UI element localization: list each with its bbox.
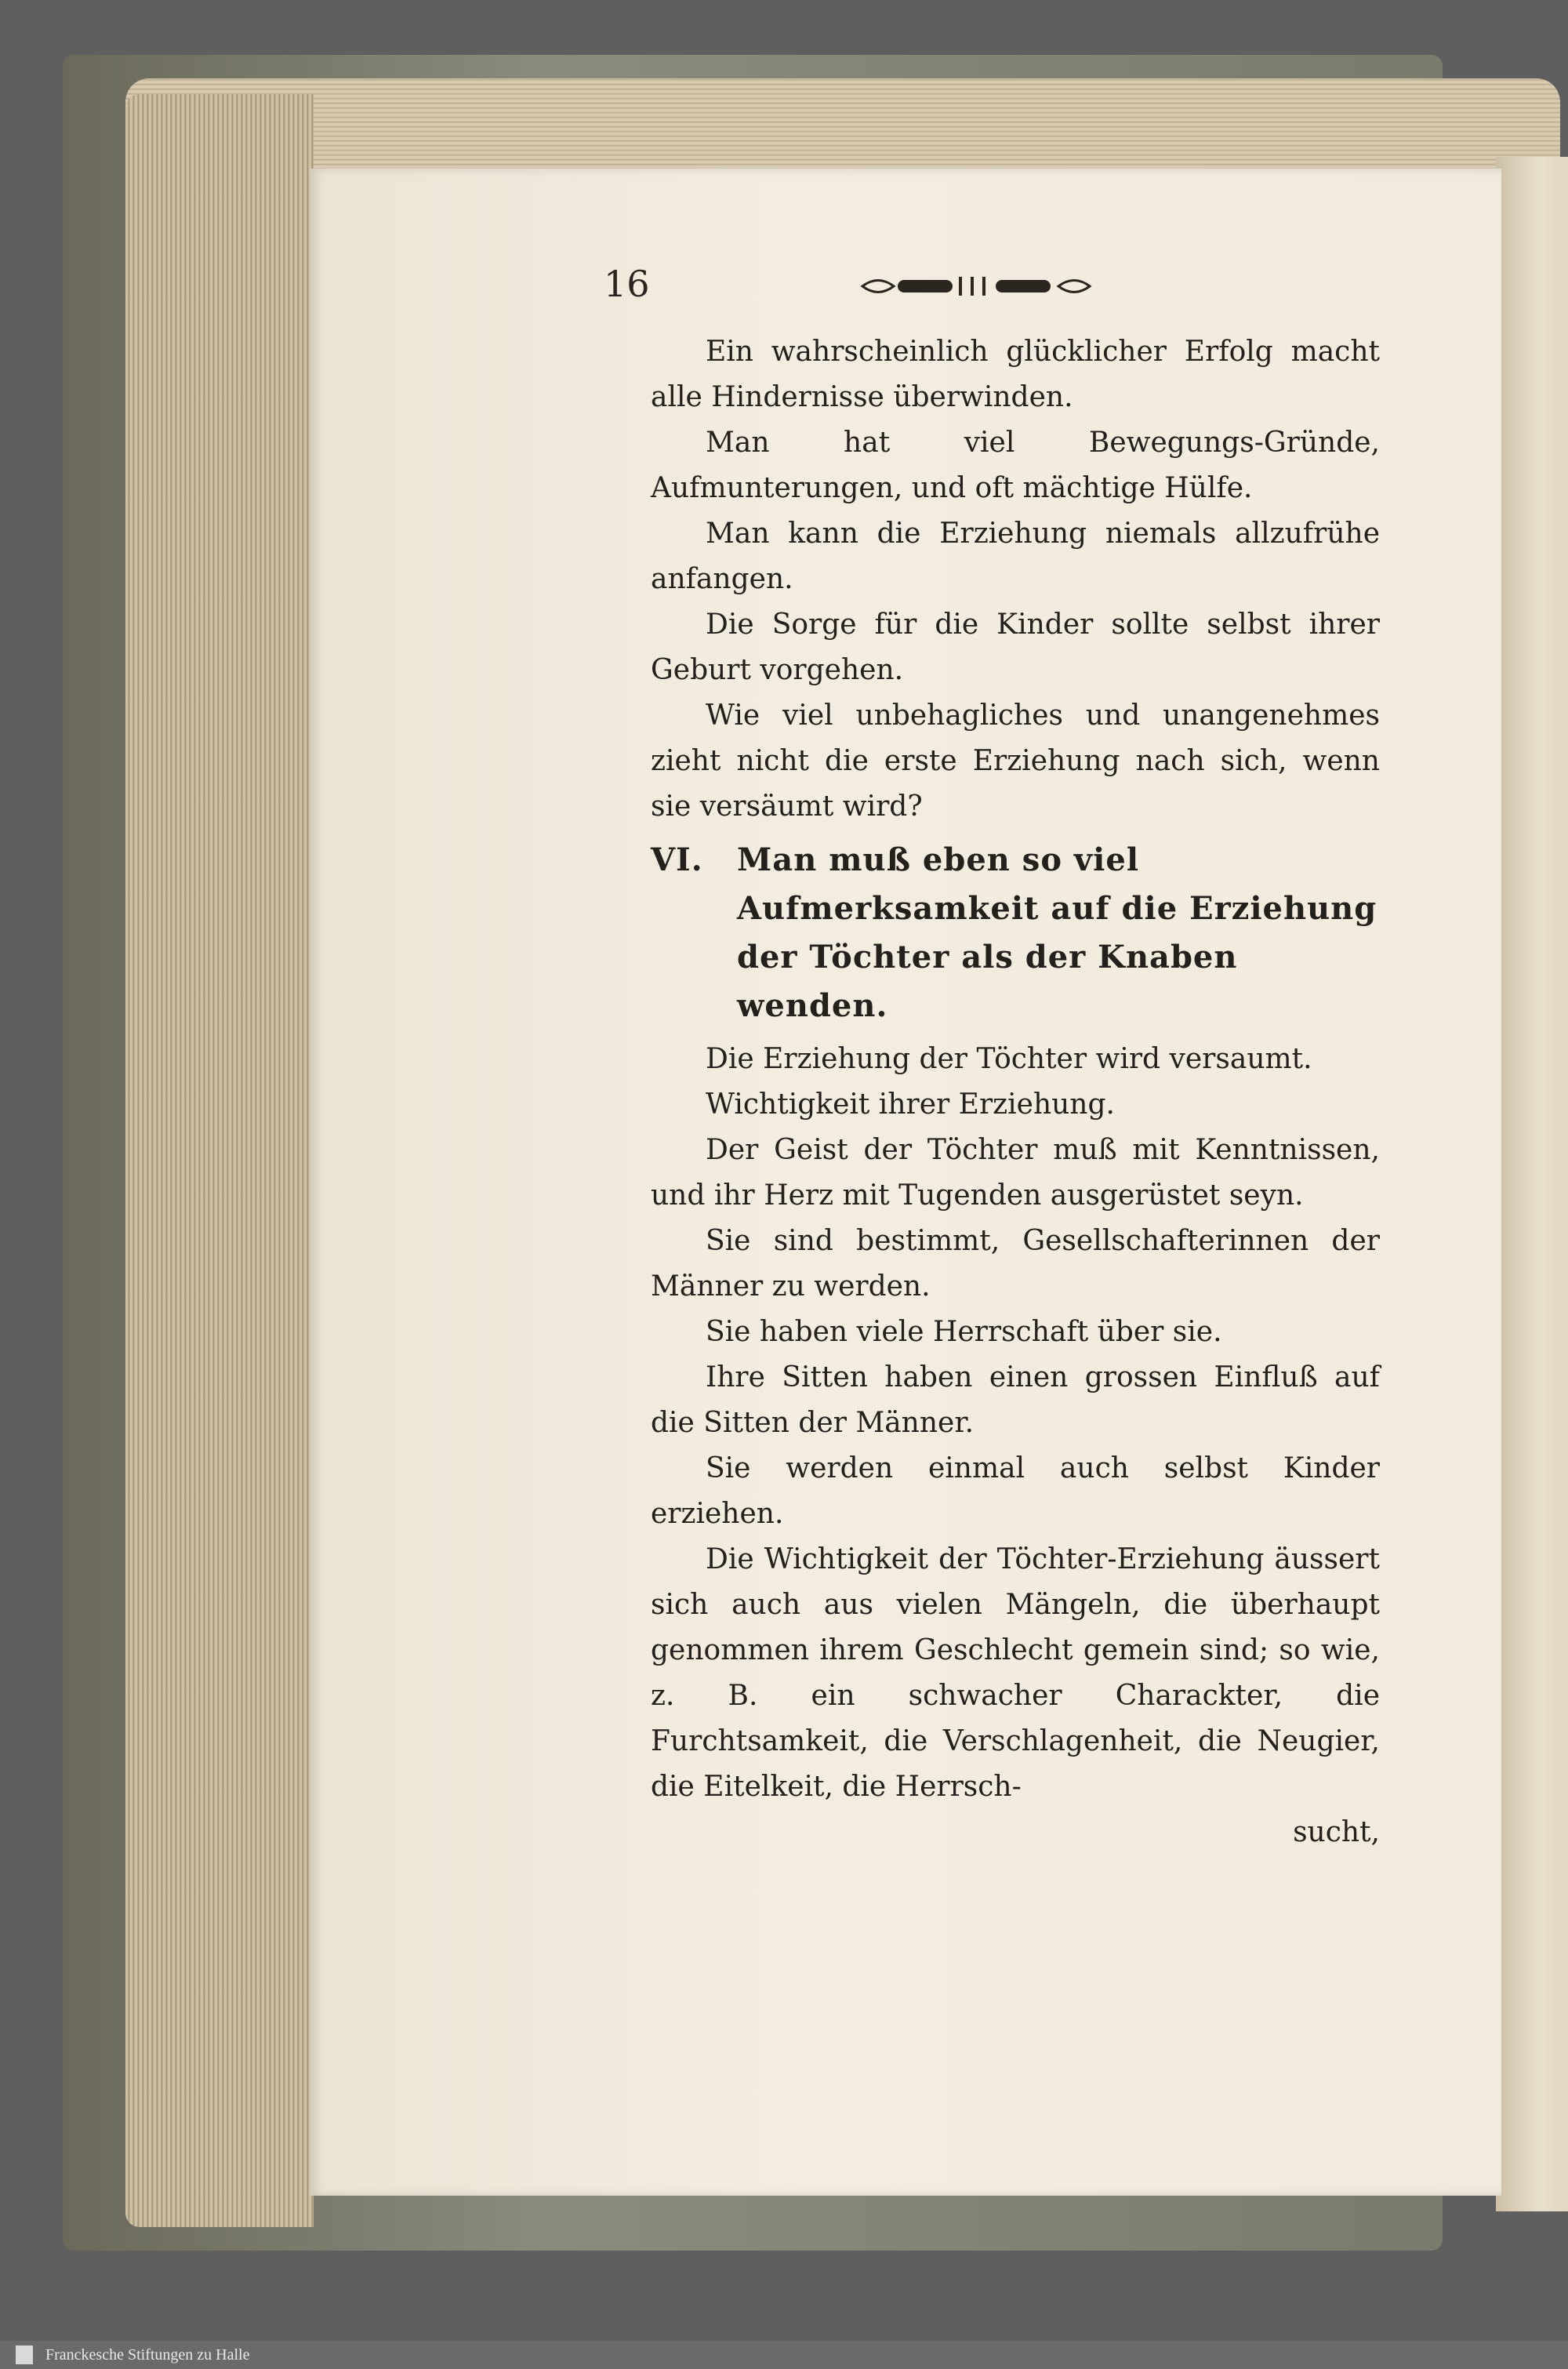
page-number: 16 [604, 263, 650, 305]
paragraph: Die Erziehung der Töchter wird versaumt. [706, 1043, 1312, 1075]
catchword: sucht, [1293, 1816, 1380, 1848]
paragraph: Sie haben viele Herrschaft über sie. [706, 1316, 1222, 1348]
section-heading [651, 836, 1380, 1030]
paragraph: Man kann die Erziehung niemals allzufrühe anfangen. [651, 518, 1380, 595]
paragraph: Die Wichtigkeit der Töchter-Erziehung äussert sich auch aus vielen Mängeln, die überhaupt genommen ihrem Geschlecht gemein sind; so wie, z. B. ein schwacher Charackter, die Furchtsamkeit, die Verschlagenheit, die Neugier, die Eitelkeit, die Herrsch- [651, 1543, 1380, 1803]
footer-bar [0, 2341, 1568, 2369]
paragraph: Wichtigkeit ihrer Erziehung. [706, 1088, 1115, 1121]
paragraph: Der Geist der Töchter muß mit Kenntnissen, und ihr Herz mit Tugenden ausgerüstet seyn. [651, 1134, 1380, 1212]
paragraph: Wie viel unbehagliches und unangenehmes zieht nicht die erste Erziehung nach sich, wenn sie versäumt wird? [651, 699, 1380, 823]
page-block-fore-edge [125, 94, 314, 2227]
section-title: Man muß eben so viel Aufmerksamkeit auf die Erziehung der Töchter als der Knaben wenden. [737, 841, 1377, 1024]
institution-logo-icon [16, 2345, 33, 2364]
paragraph: Ihre Sitten haben einen grossen Einfluß auf die Sitten der Männer. [651, 1361, 1380, 1439]
paragraph: Sie werden einmal auch selbst Kinder erziehen. [651, 1452, 1380, 1530]
section-number: VI. [651, 841, 703, 878]
paragraph: Ein wahrscheinlich glücklicher Erfolg macht alle Hindernisse überwinden. [651, 336, 1380, 413]
facing-page-edge [1496, 157, 1568, 2211]
footer-institution: Franckesche Stiftungen zu Halle [45, 2346, 250, 2364]
page-text [651, 329, 1380, 1855]
paragraph: Die Sorge für die Kinder sollte selbst ihrer Geburt vorgehen. [651, 609, 1380, 686]
ornament-icon [858, 271, 1094, 302]
paragraph: Man hat viel Bewegungs-Gründe, Aufmunterungen, und oft mächtige Hülfe. [651, 427, 1380, 504]
page-block-top-edge [125, 78, 1560, 173]
paragraph: Sie sind bestimmt, Gesellschafterinnen der Männer zu werden. [651, 1225, 1380, 1303]
